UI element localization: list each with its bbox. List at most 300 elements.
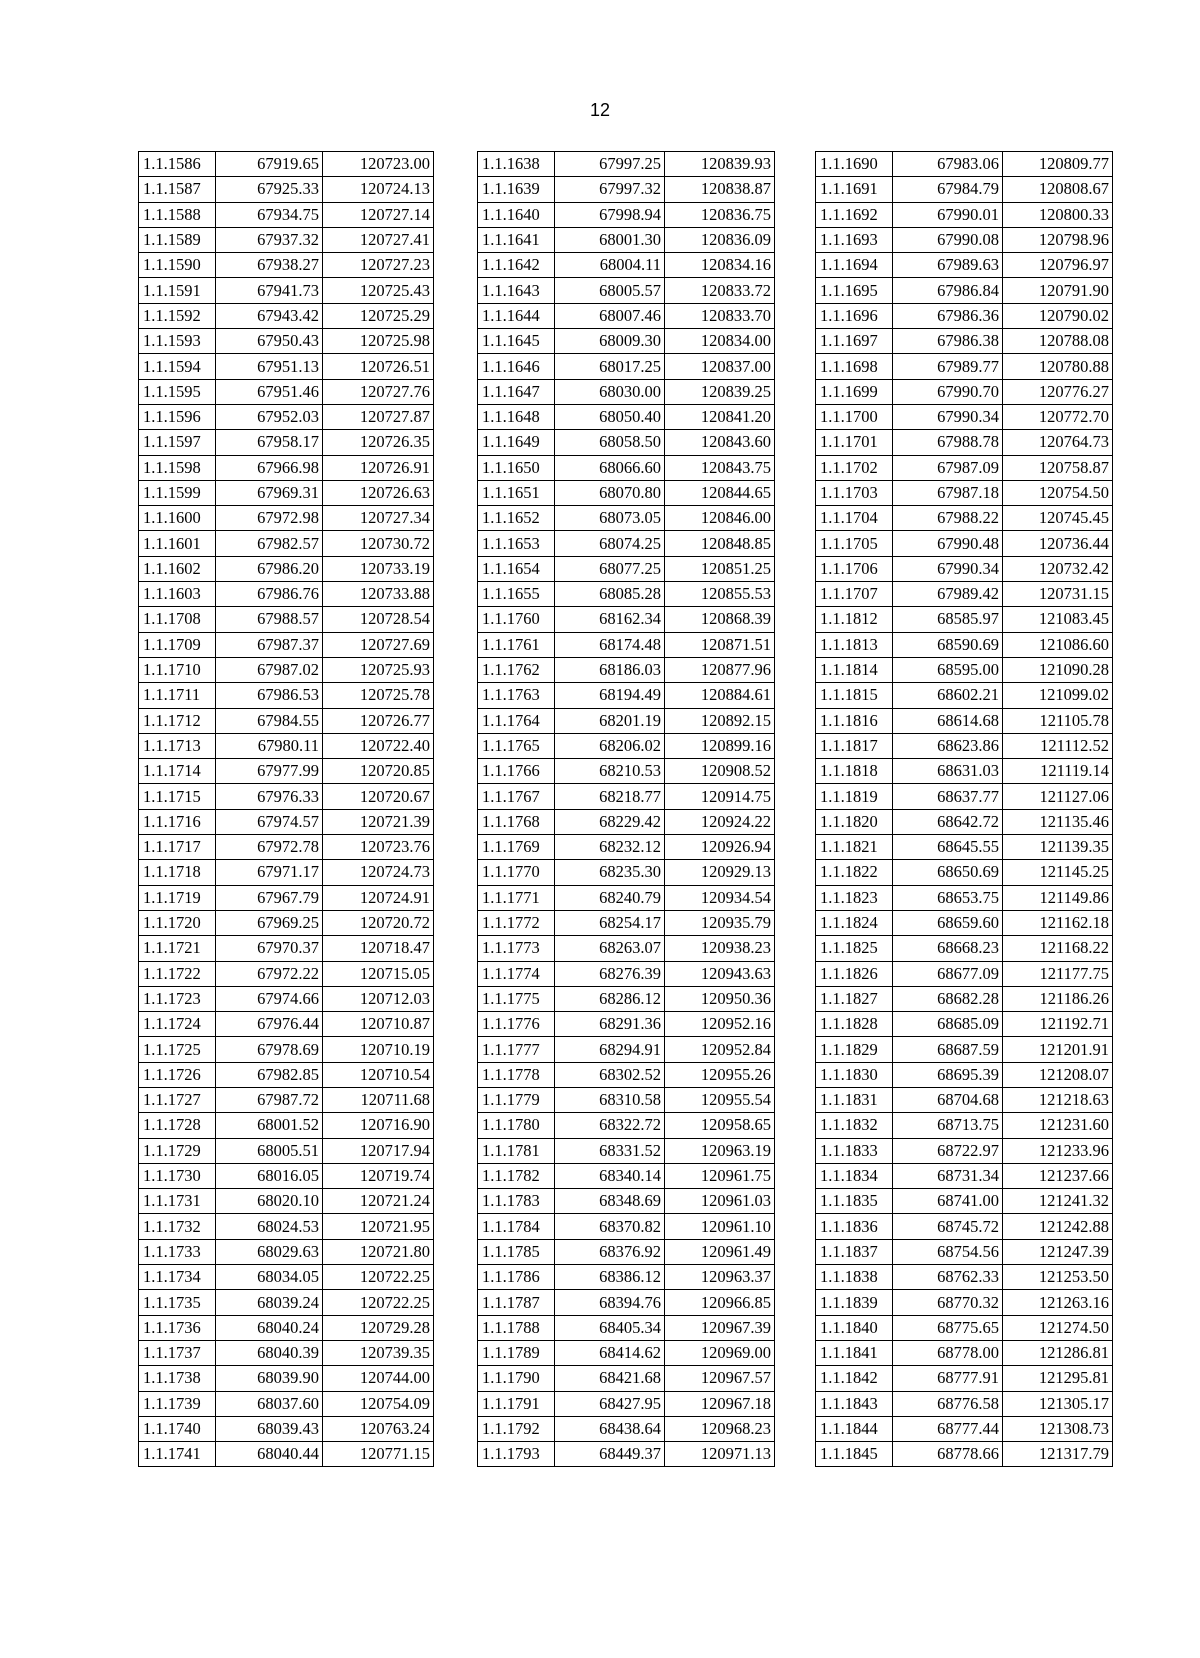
x-coordinate-cell: 68685.09 [893,1012,1003,1037]
table-row [816,404,1113,429]
y-coordinate-cell: 120733.88 [323,582,434,607]
table-row [816,1391,1113,1416]
y-coordinate-cell: 120955.26 [665,1062,775,1087]
table-row [139,506,434,531]
x-coordinate-cell: 67938.27 [216,253,323,278]
table-row [478,430,775,455]
y-coordinate-cell: 121274.50 [1003,1315,1113,1340]
table-row [816,202,1113,227]
point-id-cell: 1.1.1831 [816,1087,893,1112]
point-id-cell: 1.1.1639 [478,177,555,202]
x-coordinate-cell: 68210.53 [555,759,665,784]
table-row [478,835,775,860]
x-coordinate-cell: 68005.51 [216,1138,323,1163]
y-coordinate-cell: 120836.75 [665,202,775,227]
x-coordinate-cell: 68074.25 [555,531,665,556]
page-number: 12 [589,100,611,120]
y-coordinate-cell: 121112.52 [1003,733,1113,758]
point-id-cell: 1.1.1844 [816,1416,893,1441]
point-id-cell: 1.1.1721 [139,936,216,961]
x-coordinate-cell: 68585.97 [893,607,1003,632]
y-coordinate-cell: 121231.60 [1003,1113,1113,1138]
x-coordinate-cell: 68637.77 [893,784,1003,809]
point-id-cell: 1.1.1695 [816,278,893,303]
point-id-cell: 1.1.1830 [816,1062,893,1087]
x-coordinate-cell: 67972.78 [216,835,323,860]
y-coordinate-cell: 121247.39 [1003,1239,1113,1264]
y-coordinate-cell: 120732.42 [1003,556,1113,581]
table-row [478,1315,775,1340]
y-coordinate-cell: 120961.49 [665,1239,775,1264]
x-coordinate-cell: 68776.58 [893,1391,1003,1416]
y-coordinate-cell: 120726.91 [323,455,434,480]
y-coordinate-cell: 120763.24 [323,1416,434,1441]
x-coordinate-cell: 68030.00 [555,379,665,404]
y-coordinate-cell: 120726.35 [323,430,434,455]
y-coordinate-cell: 120788.08 [1003,329,1113,354]
point-id-cell: 1.1.1791 [478,1391,555,1416]
table-row [139,379,434,404]
point-id-cell: 1.1.1641 [478,227,555,252]
point-id-cell: 1.1.1690 [816,152,893,177]
y-coordinate-cell: 120715.05 [323,961,434,986]
table-row [139,809,434,834]
point-id-cell: 1.1.1602 [139,556,216,581]
x-coordinate-cell: 68240.79 [555,885,665,910]
x-coordinate-cell: 67986.76 [216,582,323,607]
y-coordinate-cell: 120739.35 [323,1340,434,1365]
table-row [139,1416,434,1441]
table-row [816,1239,1113,1264]
point-id-cell: 1.1.1734 [139,1265,216,1290]
point-id-cell: 1.1.1730 [139,1163,216,1188]
point-id-cell: 1.1.1708 [139,607,216,632]
y-coordinate-cell: 120725.29 [323,303,434,328]
table-row [478,1062,775,1087]
x-coordinate-cell: 67951.13 [216,354,323,379]
y-coordinate-cell: 120744.00 [323,1366,434,1391]
table-row [478,1087,775,1112]
y-coordinate-cell: 121233.96 [1003,1138,1113,1163]
y-coordinate-cell: 120718.47 [323,936,434,961]
point-id-cell: 1.1.1729 [139,1138,216,1163]
point-id-cell: 1.1.1709 [139,632,216,657]
x-coordinate-cell: 68376.92 [555,1239,665,1264]
point-id-cell: 1.1.1716 [139,809,216,834]
y-coordinate-cell: 120966.85 [665,1290,775,1315]
table-row [478,1214,775,1239]
table-row [478,455,775,480]
y-coordinate-cell: 120929.13 [665,860,775,885]
table-row [478,1442,775,1467]
x-coordinate-cell: 67986.36 [893,303,1003,328]
x-coordinate-cell: 68050.40 [555,404,665,429]
y-coordinate-cell: 120722.25 [323,1290,434,1315]
y-coordinate-cell: 120967.57 [665,1366,775,1391]
point-id-cell: 1.1.1771 [478,885,555,910]
x-coordinate-cell: 68039.24 [216,1290,323,1315]
table-row [139,354,434,379]
y-coordinate-cell: 120727.14 [323,202,434,227]
y-coordinate-cell: 120844.65 [665,480,775,505]
table-row [139,1037,434,1062]
y-coordinate-cell: 120758.87 [1003,455,1113,480]
table-row [478,1340,775,1365]
table-row [816,910,1113,935]
y-coordinate-cell: 120943.63 [665,961,775,986]
x-coordinate-cell: 68653.75 [893,885,1003,910]
y-coordinate-cell: 121237.66 [1003,1163,1113,1188]
point-id-cell: 1.1.1594 [139,354,216,379]
y-coordinate-cell: 121145.25 [1003,860,1113,885]
table-row [478,986,775,1011]
table-row [478,152,775,177]
table-row [816,885,1113,910]
y-coordinate-cell: 120961.75 [665,1163,775,1188]
table-row [816,784,1113,809]
table-row [139,303,434,328]
point-id-cell: 1.1.1790 [478,1366,555,1391]
point-id-cell: 1.1.1696 [816,303,893,328]
table-row [478,329,775,354]
y-coordinate-cell: 121139.35 [1003,835,1113,860]
table-row [139,1113,434,1138]
point-id-cell: 1.1.1713 [139,733,216,758]
y-coordinate-cell: 120952.84 [665,1037,775,1062]
y-coordinate-cell: 120834.00 [665,329,775,354]
point-id-cell: 1.1.1784 [478,1214,555,1239]
x-coordinate-cell: 67976.33 [216,784,323,809]
y-coordinate-cell: 120838.87 [665,177,775,202]
table-row [816,1340,1113,1365]
x-coordinate-cell: 67972.98 [216,506,323,531]
table-row [478,480,775,505]
point-id-cell: 1.1.1813 [816,632,893,657]
y-coordinate-cell: 121186.26 [1003,986,1113,1011]
point-id-cell: 1.1.1692 [816,202,893,227]
table-row [816,329,1113,354]
table-row [139,733,434,758]
x-coordinate-cell: 67980.11 [216,733,323,758]
x-coordinate-cell: 67990.70 [893,379,1003,404]
point-id-cell: 1.1.1782 [478,1163,555,1188]
table-row [139,253,434,278]
x-coordinate-cell: 68085.28 [555,582,665,607]
point-id-cell: 1.1.1642 [478,253,555,278]
table-row [478,657,775,682]
table-row [816,1416,1113,1441]
x-coordinate-cell: 68595.00 [893,657,1003,682]
point-id-cell: 1.1.1649 [478,430,555,455]
table-row [816,177,1113,202]
point-id-cell: 1.1.1783 [478,1189,555,1214]
y-coordinate-cell: 120727.69 [323,632,434,657]
point-id-cell: 1.1.1832 [816,1113,893,1138]
point-id-cell: 1.1.1586 [139,152,216,177]
table-row [816,759,1113,784]
point-id-cell: 1.1.1760 [478,607,555,632]
x-coordinate-cell: 68741.00 [893,1189,1003,1214]
point-id-cell: 1.1.1738 [139,1366,216,1391]
table-row [139,582,434,607]
x-coordinate-cell: 67997.25 [555,152,665,177]
point-id-cell: 1.1.1600 [139,506,216,531]
x-coordinate-cell: 68073.05 [555,506,665,531]
x-coordinate-cell: 67984.55 [216,708,323,733]
y-coordinate-cell: 120809.77 [1003,152,1113,177]
point-id-cell: 1.1.1777 [478,1037,555,1062]
y-coordinate-cell: 120968.23 [665,1416,775,1441]
point-id-cell: 1.1.1816 [816,708,893,733]
x-coordinate-cell: 68623.86 [893,733,1003,758]
point-id-cell: 1.1.1599 [139,480,216,505]
x-coordinate-cell: 68058.50 [555,430,665,455]
point-id-cell: 1.1.1834 [816,1163,893,1188]
table-row [478,936,775,961]
point-id-cell: 1.1.1785 [478,1239,555,1264]
y-coordinate-cell: 121286.81 [1003,1340,1113,1365]
point-id-cell: 1.1.1704 [816,506,893,531]
y-coordinate-cell: 120711.68 [323,1087,434,1112]
table-row [816,531,1113,556]
x-coordinate-cell: 67990.01 [893,202,1003,227]
y-coordinate-cell: 121119.14 [1003,759,1113,784]
table-row [139,556,434,581]
x-coordinate-cell: 67943.42 [216,303,323,328]
table-row [478,1265,775,1290]
x-coordinate-cell: 67988.78 [893,430,1003,455]
table-row [478,1113,775,1138]
y-coordinate-cell: 120722.40 [323,733,434,758]
x-coordinate-cell: 67986.53 [216,683,323,708]
x-coordinate-cell: 67972.22 [216,961,323,986]
point-id-cell: 1.1.1715 [139,784,216,809]
point-id-cell: 1.1.1725 [139,1037,216,1062]
y-coordinate-cell: 120833.72 [665,278,775,303]
x-coordinate-cell: 68302.52 [555,1062,665,1087]
point-id-cell: 1.1.1821 [816,835,893,860]
point-id-cell: 1.1.1712 [139,708,216,733]
y-coordinate-cell: 121317.79 [1003,1442,1113,1467]
x-coordinate-cell: 67969.31 [216,480,323,505]
x-coordinate-cell: 67977.99 [216,759,323,784]
table-row [478,1163,775,1188]
point-id-cell: 1.1.1824 [816,910,893,935]
y-coordinate-cell: 121149.86 [1003,885,1113,910]
table-row [139,1366,434,1391]
table-row [478,379,775,404]
y-coordinate-cell: 120848.85 [665,531,775,556]
table-row [816,303,1113,328]
y-coordinate-cell: 120727.34 [323,506,434,531]
point-id-cell: 1.1.1786 [478,1265,555,1290]
point-id-cell: 1.1.1697 [816,329,893,354]
point-id-cell: 1.1.1778 [478,1062,555,1087]
point-id-cell: 1.1.1812 [816,607,893,632]
point-id-cell: 1.1.1653 [478,531,555,556]
point-id-cell: 1.1.1733 [139,1239,216,1264]
point-id-cell: 1.1.1826 [816,961,893,986]
table-row [139,1012,434,1037]
point-id-cell: 1.1.1841 [816,1340,893,1365]
y-coordinate-cell: 120727.76 [323,379,434,404]
table-row [139,885,434,910]
table-row [139,480,434,505]
point-id-cell: 1.1.1829 [816,1037,893,1062]
table-row [478,1366,775,1391]
point-id-cell: 1.1.1739 [139,1391,216,1416]
y-coordinate-cell: 121241.32 [1003,1189,1113,1214]
y-coordinate-cell: 120790.02 [1003,303,1113,328]
point-id-cell: 1.1.1814 [816,657,893,682]
table-row [816,455,1113,480]
table-row [139,759,434,784]
point-id-cell: 1.1.1840 [816,1315,893,1340]
table-row [139,910,434,935]
table-row [139,708,434,733]
table-row [139,936,434,961]
y-coordinate-cell: 120899.16 [665,733,775,758]
y-coordinate-cell: 120969.00 [665,1340,775,1365]
x-coordinate-cell: 67982.57 [216,531,323,556]
point-id-cell: 1.1.1833 [816,1138,893,1163]
table-row [816,1366,1113,1391]
x-coordinate-cell: 68039.90 [216,1366,323,1391]
point-id-cell: 1.1.1595 [139,379,216,404]
table-row [139,657,434,682]
y-coordinate-cell: 120745.45 [1003,506,1113,531]
table-row [816,1012,1113,1037]
y-coordinate-cell: 120712.03 [323,986,434,1011]
point-id-cell: 1.1.1700 [816,404,893,429]
x-coordinate-cell: 68421.68 [555,1366,665,1391]
point-id-cell: 1.1.1781 [478,1138,555,1163]
point-id-cell: 1.1.1842 [816,1366,893,1391]
point-id-cell: 1.1.1706 [816,556,893,581]
table-row [139,961,434,986]
x-coordinate-cell: 68405.34 [555,1315,665,1340]
table-row [478,784,775,809]
point-id-cell: 1.1.1772 [478,910,555,935]
y-coordinate-cell: 120798.96 [1003,227,1113,252]
x-coordinate-cell: 68778.66 [893,1442,1003,1467]
x-coordinate-cell: 68745.72 [893,1214,1003,1239]
y-coordinate-cell: 121127.06 [1003,784,1113,809]
point-id-cell: 1.1.1775 [478,986,555,1011]
y-coordinate-cell: 121263.16 [1003,1290,1113,1315]
table-row [816,708,1113,733]
point-id-cell: 1.1.1788 [478,1315,555,1340]
x-coordinate-cell: 68414.62 [555,1340,665,1365]
x-coordinate-cell: 67987.18 [893,480,1003,505]
table-row [816,1265,1113,1290]
x-coordinate-cell: 68037.60 [216,1391,323,1416]
table-row [478,759,775,784]
y-coordinate-cell: 120724.91 [323,885,434,910]
point-id-cell: 1.1.1714 [139,759,216,784]
table-row [478,177,775,202]
point-id-cell: 1.1.1789 [478,1340,555,1365]
x-coordinate-cell: 68650.69 [893,860,1003,885]
y-coordinate-cell: 120725.43 [323,278,434,303]
y-coordinate-cell: 120721.24 [323,1189,434,1214]
y-coordinate-cell: 120961.10 [665,1214,775,1239]
y-coordinate-cell: 121083.45 [1003,607,1113,632]
point-id-cell: 1.1.1603 [139,582,216,607]
x-coordinate-cell: 67925.33 [216,177,323,202]
x-coordinate-cell: 68370.82 [555,1214,665,1239]
table-row [478,860,775,885]
table-row [478,202,775,227]
point-id-cell: 1.1.1774 [478,961,555,986]
y-coordinate-cell: 120727.23 [323,253,434,278]
x-coordinate-cell: 67919.65 [216,152,323,177]
x-coordinate-cell: 67958.17 [216,430,323,455]
point-id-cell: 1.1.1776 [478,1012,555,1037]
x-coordinate-cell: 68286.12 [555,986,665,1011]
y-coordinate-cell: 120950.36 [665,986,775,1011]
x-coordinate-cell: 68162.34 [555,607,665,632]
x-coordinate-cell: 67986.84 [893,278,1003,303]
x-coordinate-cell: 67990.08 [893,227,1003,252]
x-coordinate-cell: 68005.57 [555,278,665,303]
y-coordinate-cell: 120952.16 [665,1012,775,1037]
table-row [478,885,775,910]
x-coordinate-cell: 68687.59 [893,1037,1003,1062]
x-coordinate-cell: 68024.53 [216,1214,323,1239]
point-id-cell: 1.1.1825 [816,936,893,961]
point-id-cell: 1.1.1736 [139,1315,216,1340]
table-row [816,683,1113,708]
table-row [139,1290,434,1315]
y-coordinate-cell: 120729.28 [323,1315,434,1340]
x-coordinate-cell: 68070.80 [555,480,665,505]
x-coordinate-cell: 67976.44 [216,1012,323,1037]
point-id-cell: 1.1.1773 [478,936,555,961]
x-coordinate-cell: 68713.75 [893,1113,1003,1138]
y-coordinate-cell: 120926.94 [665,835,775,860]
table-row [816,986,1113,1011]
y-coordinate-cell: 120791.90 [1003,278,1113,303]
y-coordinate-cell: 120730.72 [323,531,434,556]
coordinate-table-1 [138,151,434,1467]
table-row [139,455,434,480]
table-row [816,227,1113,252]
y-coordinate-cell: 121086.60 [1003,632,1113,657]
table-row [139,329,434,354]
point-id-cell: 1.1.1640 [478,202,555,227]
point-id-cell: 1.1.1765 [478,733,555,758]
point-id-cell: 1.1.1711 [139,683,216,708]
table-row [139,278,434,303]
x-coordinate-cell: 68016.05 [216,1163,323,1188]
y-coordinate-cell: 120726.63 [323,480,434,505]
table-row [816,632,1113,657]
table-row [478,632,775,657]
point-id-cell: 1.1.1590 [139,253,216,278]
point-id-cell: 1.1.1740 [139,1416,216,1441]
point-id-cell: 1.1.1767 [478,784,555,809]
x-coordinate-cell: 68206.02 [555,733,665,758]
x-coordinate-cell: 68066.60 [555,455,665,480]
x-coordinate-cell: 68291.36 [555,1012,665,1037]
table-row [139,1442,434,1467]
table-row [139,202,434,227]
x-coordinate-cell: 67941.73 [216,278,323,303]
point-id-cell: 1.1.1644 [478,303,555,328]
point-id-cell: 1.1.1763 [478,683,555,708]
point-id-cell: 1.1.1724 [139,1012,216,1037]
